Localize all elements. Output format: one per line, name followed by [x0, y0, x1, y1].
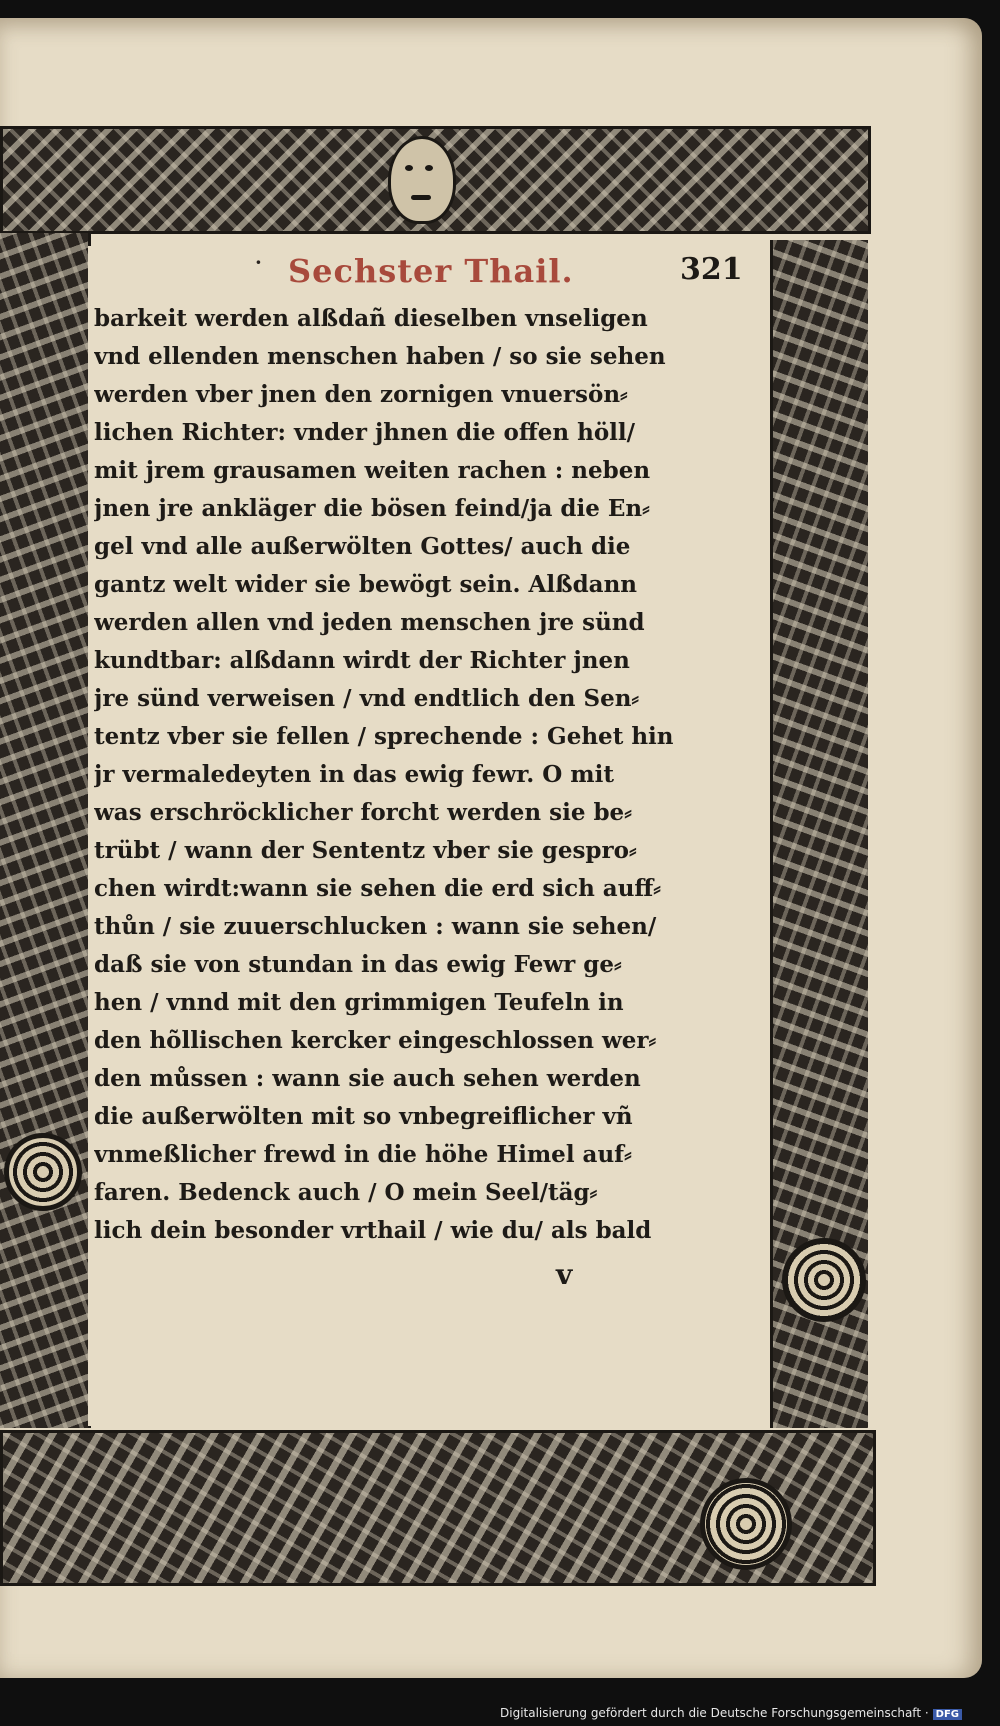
- text-line: kundtbar: alßdann wirdt der Richter jnen: [94, 647, 630, 674]
- text-line: vnd ellenden menschen haben / so sie sehen: [94, 343, 666, 370]
- text-line: barkeit werden alßdañ dieselben vnseligen: [94, 305, 648, 332]
- credit-text: Digitalisierung gefördert durch die Deutsche Forschungsgemeinschaft ·: [500, 1706, 929, 1720]
- text-line: vnmeßlicher frewd in die höhe Himel auf⸗: [94, 1141, 632, 1168]
- spiral-ornament-icon: [782, 1238, 866, 1322]
- page-number: 321: [680, 252, 743, 287]
- spiral-ornament-icon: [4, 1133, 82, 1211]
- text-line: trübt / wann der Sententz vber sie gespro⸗: [94, 837, 637, 864]
- text-line: die außerwölten mit so vnbegreiflicher vñ: [94, 1103, 633, 1130]
- text-line: jnen jre ankläger die bösen feind/ja die En⸗: [94, 495, 650, 522]
- text-line: den hõllischen kercker eingeschlossen wer⸗: [94, 1027, 657, 1054]
- spiral-ornament-icon: [700, 1478, 792, 1570]
- text-line: thůn / sie zuuerschlucken : wann sie sehen/: [94, 913, 657, 940]
- head-dot: ·: [254, 246, 263, 279]
- text-line: gel vnd alle außerwölten Gottes/ auch die: [94, 533, 631, 560]
- text-block: [88, 246, 768, 1426]
- body-text: [94, 300, 766, 1250]
- text-line: hen / vnnd mit den grimmigen Teufeln in: [94, 989, 624, 1016]
- text-line: lich dein besonder vrthail / wie du/ als bald: [94, 1217, 652, 1244]
- text-line: faren. Bedenck auch / O mein Seel/täg⸗: [94, 1179, 598, 1206]
- running-head: Sechster Thail.: [288, 252, 574, 290]
- text-line: den můssen : wann sie auch sehen werden: [94, 1065, 641, 1092]
- text-line: jr vermaledeyten in das ewig fewr. O mit: [94, 761, 614, 788]
- text-line: mit jrem grausamen weiten rachen : neben: [94, 457, 651, 484]
- digitization-credit: [500, 1706, 962, 1720]
- text-line: jre sünd verweisen / vnd endtlich den Sen⸗: [94, 685, 640, 712]
- dfg-logo: DFG: [933, 1709, 962, 1720]
- text-line: werden vber jnen den zornigen vnuersön⸗: [94, 381, 628, 408]
- text-line: werden allen vnd jeden menschen jre sünd: [94, 609, 645, 636]
- text-line: gantz welt wider sie bewögt sein. Alßdann: [94, 571, 638, 598]
- grotesque-mask-icon: [388, 136, 456, 224]
- text-line: tentz vber sie fellen / sprechende : Gehet hin: [94, 723, 674, 750]
- text-line: lichen Richter: vnder jhnen die offen höll/: [94, 419, 636, 446]
- text-line: was erschröcklicher forcht werden sie be⸗: [94, 799, 632, 826]
- woodcut-border-left: [0, 233, 91, 1428]
- book-page: [0, 18, 982, 1678]
- text-line: chen wirdt:wann sie sehen die erd sich auff⸗: [94, 875, 661, 902]
- text-line: daß sie von stundan in das ewig Fewr ge⸗: [94, 951, 622, 978]
- signature-mark: v: [556, 1258, 573, 1291]
